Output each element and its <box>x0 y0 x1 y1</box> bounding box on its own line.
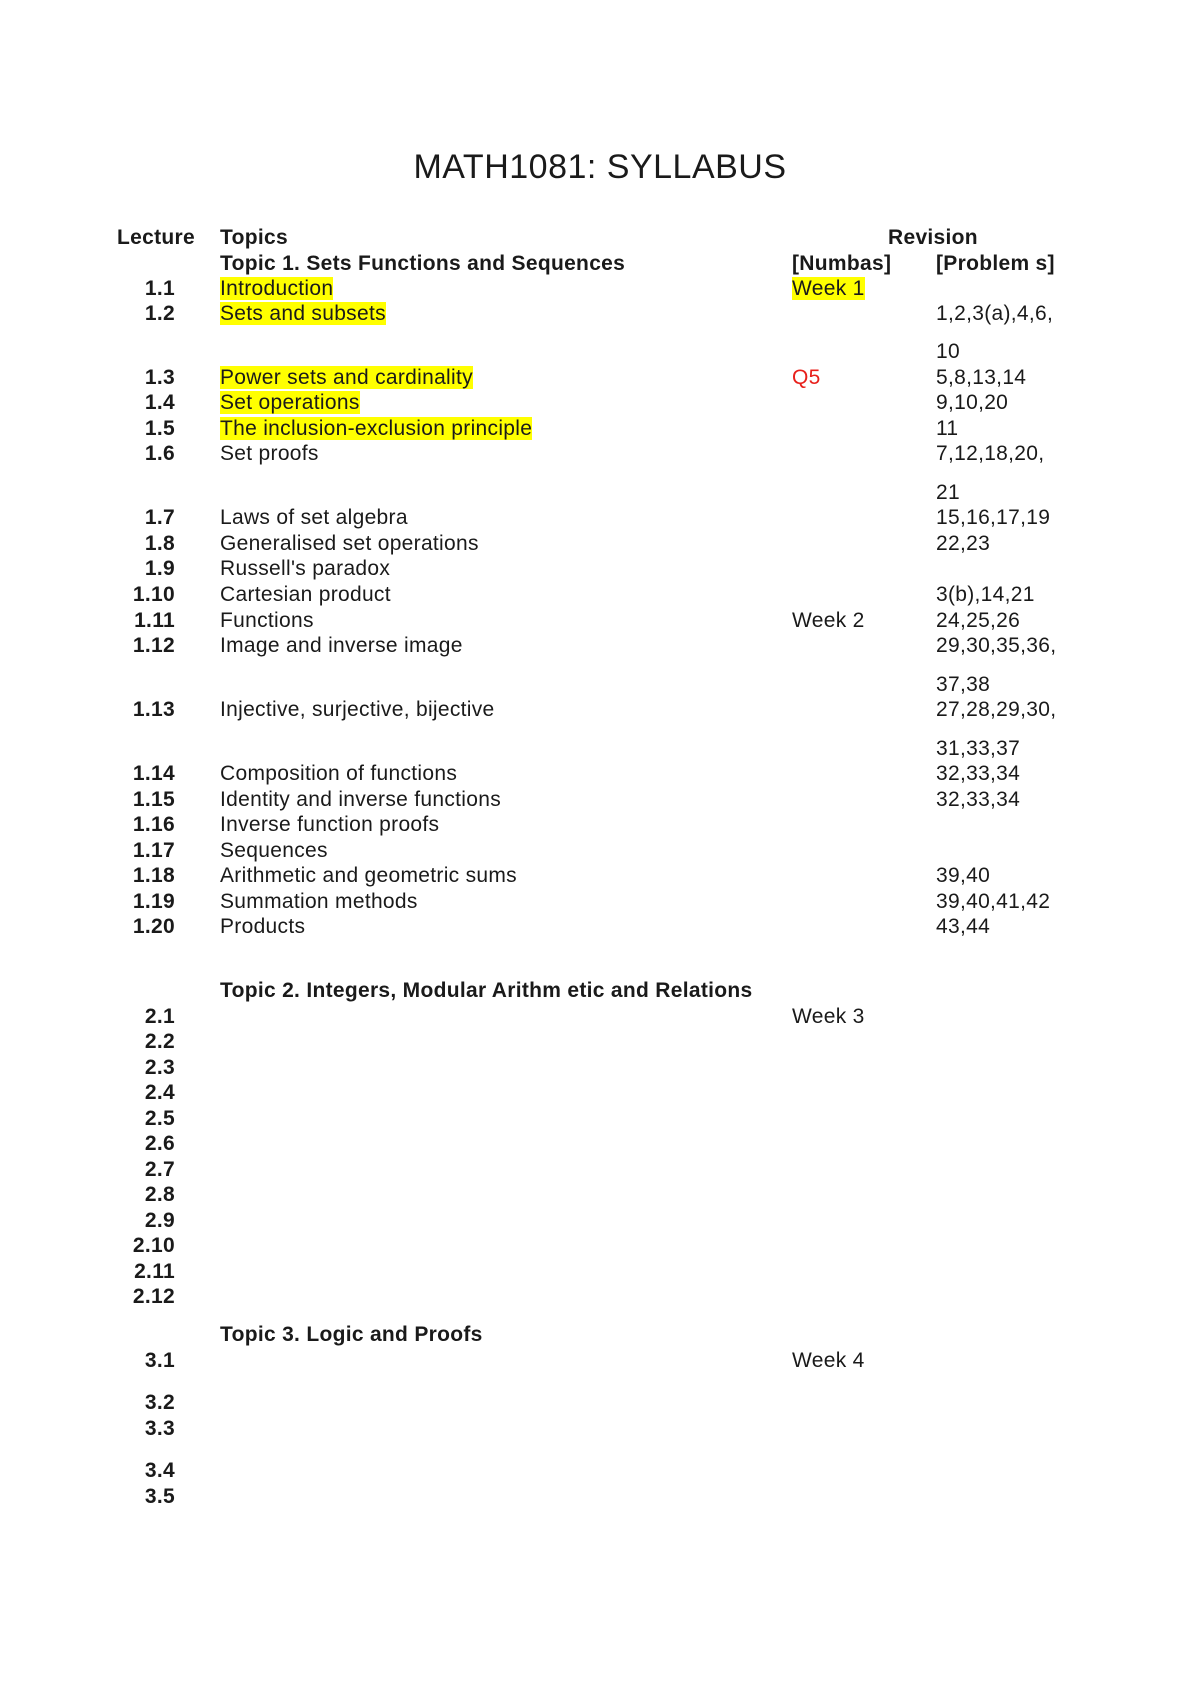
lecture-number: 1.11 <box>134 609 175 632</box>
lecture-number: 2.7 <box>144 1158 175 1181</box>
topic-title: Inverse function proofs <box>220 813 440 836</box>
lecture-number: 2.12 <box>132 1285 175 1308</box>
lecture-number: 2.10 <box>132 1234 175 1257</box>
lecture-number: 3.5 <box>144 1485 175 1508</box>
lecture-number: 1.6 <box>144 442 175 465</box>
lecture-number: 1.4 <box>144 391 175 414</box>
lecture-number: 2.2 <box>144 1030 175 1053</box>
topic-title: Injective, surjective, bijective <box>220 698 495 721</box>
header-problems: [Problem s] <box>936 252 1055 275</box>
topic-title: Power sets and cardinality <box>220 366 473 389</box>
topic-title: Sequences <box>220 839 328 862</box>
lecture-number: 1.3 <box>144 366 175 389</box>
lecture-number: 1.2 <box>144 302 175 325</box>
topic-title: Image and inverse image <box>220 634 463 657</box>
topic-title: Sets and subsets <box>220 302 386 325</box>
problems-list: 32,33,34 <box>936 762 1021 785</box>
header-topics: Topics <box>220 226 288 249</box>
lecture-number: 2.5 <box>144 1107 175 1130</box>
lecture-number: 3.2 <box>144 1391 175 1414</box>
numbas-week: Week 4 <box>792 1349 865 1372</box>
problems-list: 9,10,20 <box>936 391 1009 414</box>
lecture-number: 2.11 <box>134 1260 175 1283</box>
lecture-number: 3.1 <box>144 1349 175 1372</box>
topic-title: Arithmetic and geometric sums <box>220 864 517 887</box>
lecture-number: 3.3 <box>144 1417 175 1440</box>
topic3-heading: Topic 3. Logic and Proofs <box>220 1323 483 1346</box>
problems-list: 39,40,41,42 <box>936 890 1051 913</box>
lecture-number: 1.12 <box>132 634 175 657</box>
problems-list: 11 <box>936 417 959 440</box>
lecture-number: 2.3 <box>144 1056 175 1079</box>
lecture-number: 1.8 <box>144 532 175 555</box>
problems-list-cont: 10 <box>936 340 960 363</box>
lecture-number: 1.18 <box>132 864 175 887</box>
problems-list: 5,8,13,14 <box>936 366 1027 389</box>
lecture-number: 1.7 <box>144 506 175 529</box>
topic-title: Composition of functions <box>220 762 458 785</box>
topic-title: Laws of set algebra <box>220 506 408 529</box>
problems-list: 39,40 <box>936 864 991 887</box>
numbas-question: Q5 <box>792 366 821 389</box>
topic-title: Introduction <box>220 277 334 300</box>
lecture-number: 1.1 <box>144 277 175 300</box>
page-title: MATH1081: SYLLABUS <box>413 148 787 186</box>
problems-list: 32,33,34 <box>936 788 1021 811</box>
lecture-number: 3.4 <box>144 1459 175 1482</box>
problems-list: 22,23 <box>936 532 991 555</box>
topic-title: The inclusion-exclusion principle <box>220 417 533 440</box>
lecture-number: 1.10 <box>132 583 175 606</box>
header-lecture: Lecture <box>117 226 195 249</box>
lecture-number: 2.9 <box>144 1209 175 1232</box>
header-numbas: [Numbas] <box>792 252 892 275</box>
topic-title: Products <box>220 915 306 938</box>
problems-list: 27,28,29,30, <box>936 698 1057 721</box>
header-revision: Revision <box>888 226 978 249</box>
lecture-number: 1.19 <box>132 890 175 913</box>
problems-list: 24,25,26 <box>936 609 1021 632</box>
lecture-number: 1.20 <box>132 915 175 938</box>
problems-list-cont: 31,33,37 <box>936 737 1021 760</box>
topic-title: Set operations <box>220 391 360 414</box>
problems-list-cont: 37,38 <box>936 673 991 696</box>
problems-list: 15,16,17,19 <box>936 506 1051 529</box>
topic2-heading: Topic 2. Integers, Modular Arithm etic and Relations <box>220 979 753 1002</box>
numbas-week: Week 2 <box>792 609 865 632</box>
lecture-number: 1.17 <box>132 839 175 862</box>
problems-list-cont: 21 <box>936 481 960 504</box>
problems-list: 1,2,3(a),4,6, <box>936 302 1054 325</box>
lecture-number: 1.9 <box>144 557 175 580</box>
lecture-number: 1.14 <box>132 762 175 785</box>
topic-title: Cartesian product <box>220 583 391 606</box>
problems-list: 29,30,35,36, <box>936 634 1057 657</box>
lecture-number: 2.1 <box>144 1005 175 1028</box>
lecture-number: 1.13 <box>132 698 175 721</box>
lecture-number: 2.8 <box>144 1183 175 1206</box>
topic-title: Summation methods <box>220 890 418 913</box>
problems-list: 43,44 <box>936 915 991 938</box>
topic-title: Functions <box>220 609 314 632</box>
numbas-week: Week 1 <box>792 277 865 300</box>
lecture-number: 2.6 <box>144 1132 175 1155</box>
numbas-week: Week 3 <box>792 1005 865 1028</box>
topic-title: Russell's paradox <box>220 557 391 580</box>
topic1-heading: Topic 1. Sets Functions and Sequences <box>220 252 626 275</box>
lecture-number: 1.15 <box>132 788 175 811</box>
lecture-number: 2.4 <box>144 1081 175 1104</box>
topic-title: Generalised set operations <box>220 532 479 555</box>
lecture-number: 1.5 <box>144 417 175 440</box>
topic-title: Set proofs <box>220 442 319 465</box>
lecture-number: 1.16 <box>132 813 175 836</box>
problems-list: 7,12,18,20, <box>936 442 1045 465</box>
problems-list: 3(b),14,21 <box>936 583 1035 606</box>
topic-title: Identity and inverse functions <box>220 788 501 811</box>
